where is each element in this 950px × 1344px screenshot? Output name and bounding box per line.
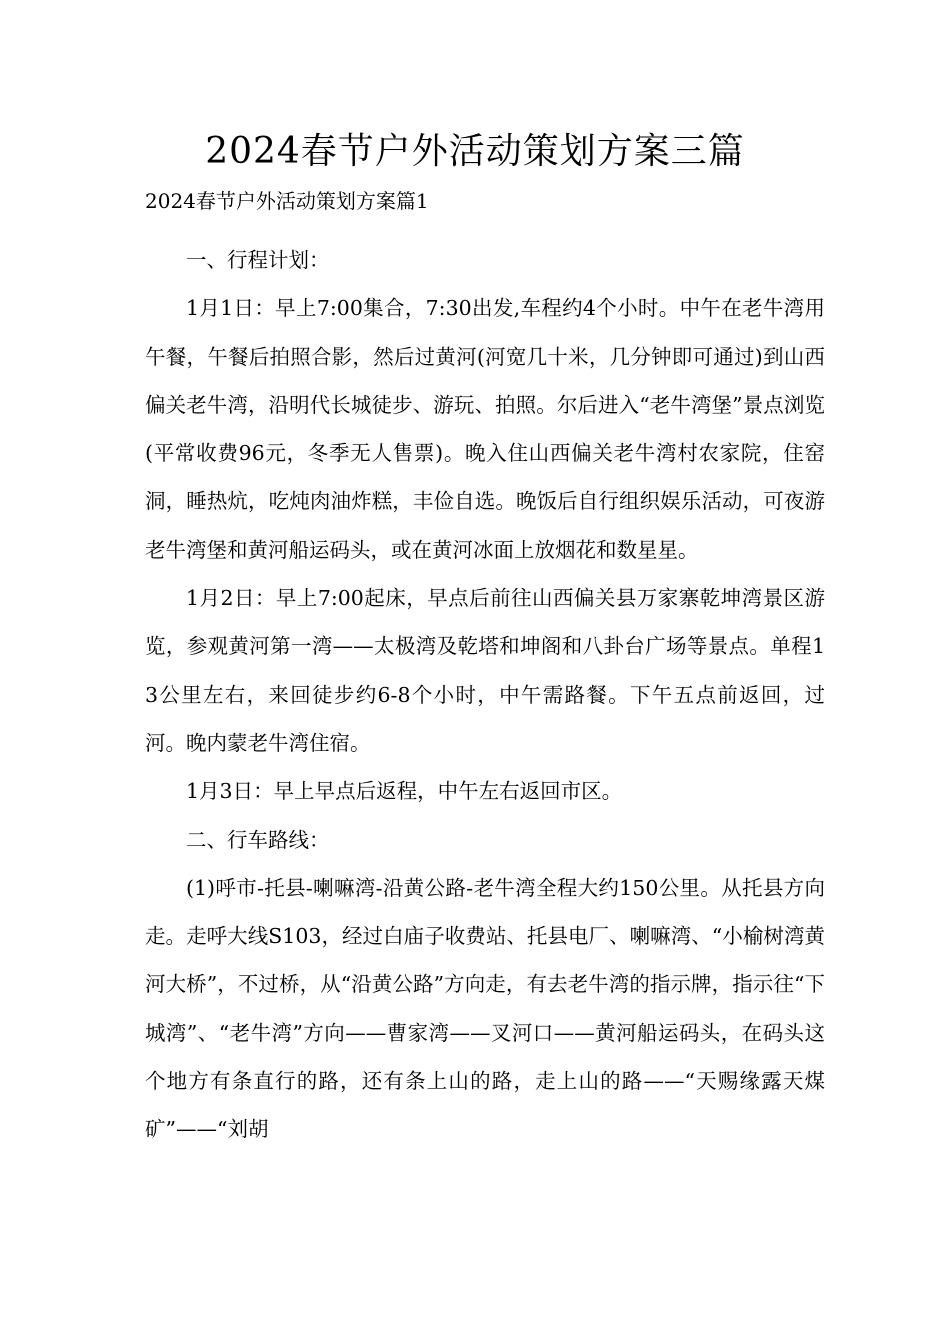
section-subtitle: 2024春节户外活动策划方案篇1 [145,189,429,213]
paragraph-day-3: 1月3日：早上早点后返程，中午左右返回市区。 [186,779,623,804]
paragraph-itinerary-heading: 一、行程计划： [186,248,330,272]
paragraph-route-heading: 二、行车路线： [186,827,330,852]
document-body [145,236,825,1154]
paragraph-day-1: 1月1日：早上7:00集合，7:30出发,车程约4个小时。中午在老牛湾用午餐，午餐后拍照合影，然后过黄河(河宽几十米，几分钟即可通过)到山西偏关老牛湾，沿明代长城徒步、游玩、拍照。尔后进入“老牛湾堡”景点浏览(平常收费96元，冬季无人售票)。晚入住山西偏关老牛湾村农家院，住窑洞，睡热炕，吃炖肉油炸糕，丰俭自选。晚饭后自行组织娱乐活动，可夜游老牛湾堡和黄河船运码头，或在黄河冰面上放烟花和数星星。 [145,296,825,562]
paragraph-day-2: 1月2日：早上7:00起床，早点后前往山西偏关县万家寨乾坤湾景区游览，参观黄河第一湾——太极湾及乾塔和坤阁和八卦台广场等景点。单程13公里左右，来回徒步约6-8个小时，中午需路餐。下午五点前返回，过河。晚内蒙老牛湾住宿。 [145,586,825,755]
paragraph-route-1: (1)呼市-托县-喇嘛湾-沿黄公路-老牛湾全程大约150公里。从托县方向走。走呼大线S103，经过白庙子收费站、托县电厂、喇嘛湾、“小榆树湾黄河大桥”，不过桥，从“沿黄公路”方向走，有去老牛湾的指示牌，指示往“下城湾”、“老牛湾”方向——曹家湾——叉河口——黄河船运码头，在码头这个地方有条直行的路，还有条上山的路，走上山的路——“天赐缘露天煤矿”——“刘胡 [145,875,825,1142]
document-title: 2024春节户外活动策划方案三篇 [205,131,745,172]
